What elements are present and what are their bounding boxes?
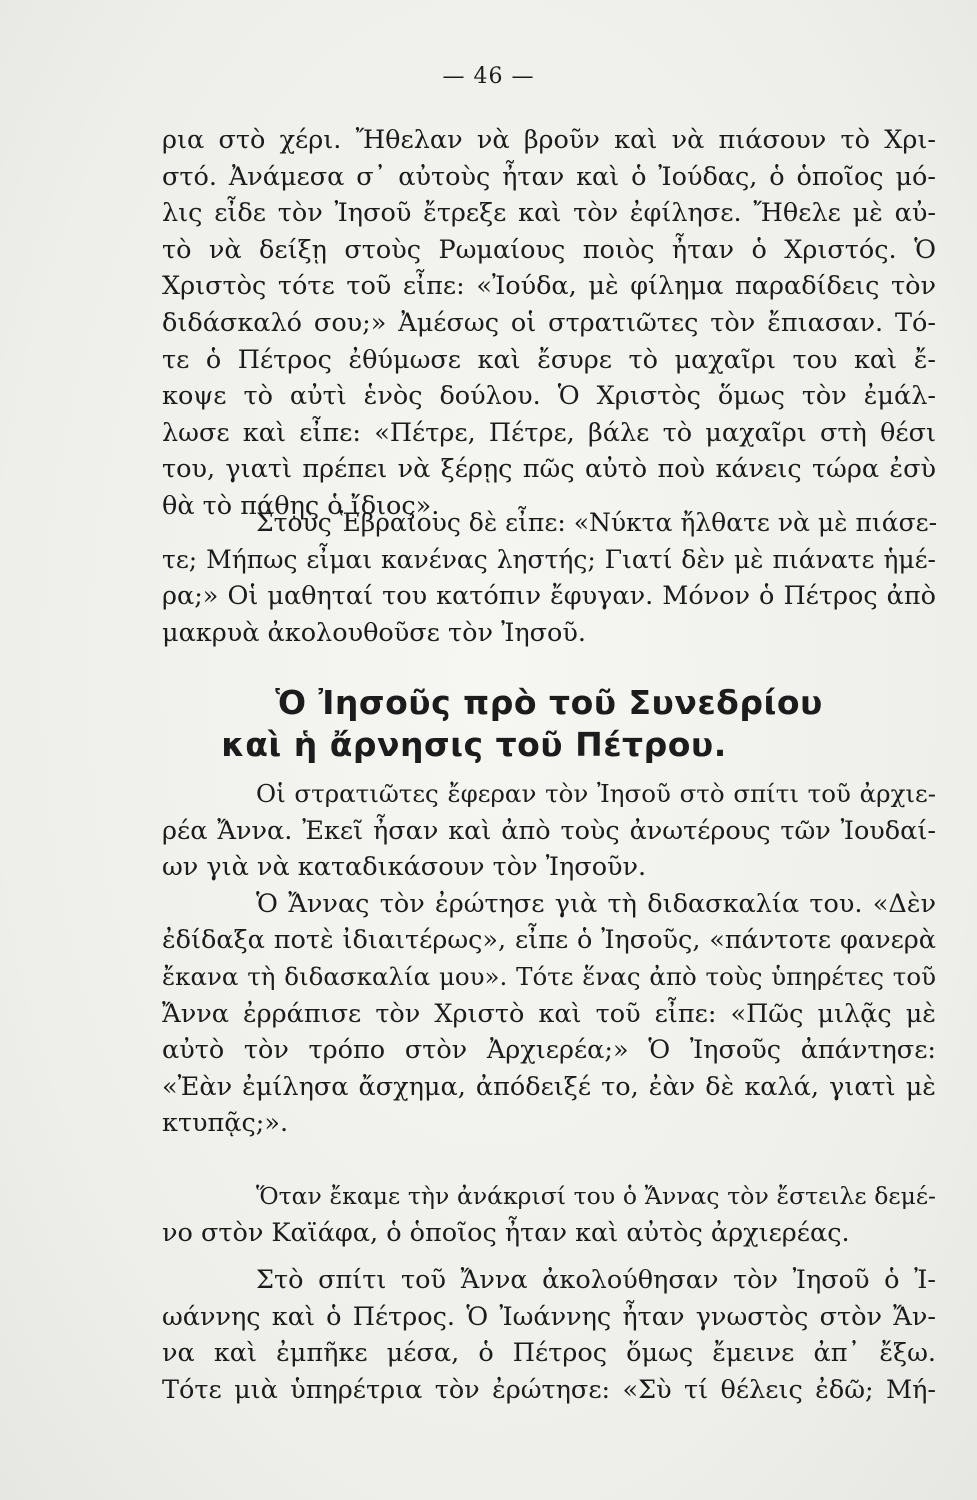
text-line: στό. Ἀνάμεσα σ᾽ αὐτοὺς ἦταν καὶ ὁ Ἰούδας, ὁ ὁποῖος μό- <box>162 161 936 192</box>
text-line: τὸ νὰ δείξῃ στοὺς Ρωμαίους ποιὸς ἦταν ὁ Χριστός. Ὁ <box>162 234 936 265</box>
text-line: κτυπᾷς;». <box>162 1108 289 1139</box>
page-number: — 46 — <box>442 64 535 89</box>
text-line: ωάννης καὶ ὁ Πέτρος. Ὁ Ἰωάννης ἦταν γνωστὸς στὸν Ἄν- <box>162 1301 936 1332</box>
text-line: να καὶ ἐμπῆκε μέσα, ὁ Πέτρος ὅμως ἔμεινε ἀπ᾽ ἔξω. <box>162 1338 936 1369</box>
text-line: θὰ τὸ πάθῃς ὁ ἴδιος». <box>162 490 440 521</box>
text-line: Ἄννα ἐρράπισε τὸν Χριστὸ καὶ τοῦ εἶπε: «Πῶς μιλᾷς μὲ <box>162 998 936 1029</box>
heading-line: καὶ ἡ ἄρνησις τοῦ Πέτρου. <box>221 725 727 764</box>
paragraph-annas <box>162 776 936 1142</box>
text-line: του, γιατὶ πρέπει νὰ ξέρῃς πῶς αὐτὸ ποὺ κάνεις τώρα ἐσὺ <box>162 454 936 485</box>
text-line: μακρυὰ ἀκολουθοῦσε τὸν Ἰησοῦ. <box>162 617 586 648</box>
text-line: ρια στὸ χέρι. Ἤθελαν νὰ βροῦν καὶ νὰ πιάσουν τὸ Χρι- <box>162 125 936 155</box>
paragraph-hebrews <box>162 505 936 651</box>
text-line: Τότε μιὰ ὑπηρέτρια τὸν ἐρώτησε: «Σὺ τί θέλεις ἐδῶ; Μή- <box>162 1374 936 1405</box>
text-line: λωσε καὶ εἶπε: «Πέτρε, Πέτρε, βάλε τὸ μαχαῖρι στὴ θέσι <box>162 417 936 448</box>
text-line: Οἱ στρατιῶτες ἔφεραν τὸν Ἰησοῦ στὸ σπίτι τοῦ ἀρχιε- <box>256 779 936 808</box>
text-line: ρα;» Οἱ μαθηταί του κατόπιν ἔφυγαν. Μόνον ὁ Πέτρος ἀπὸ <box>162 581 936 612</box>
text-line: ἐδίδαξα ποτὲ ἰδιαιτέρως», εἶπε ὁ Ἰησοῦς, «πάντοτε φανερὰ <box>162 925 936 956</box>
text-line: Στὸ σπίτι τοῦ Ἄννα ἀκολούθησαν τὸν Ἰησοῦ ὁ Ἰ- <box>256 1265 936 1295</box>
text-line: ων γιὰ νὰ καταδικάσουν τὸν Ἰησοῦν. <box>162 852 647 883</box>
text-line: Χριστὸς τότε τοῦ εἶπε: «Ἰούδα, μὲ φίλημα παραδίδεις τὸν <box>162 271 936 302</box>
text-line: Ὁ Ἄννας τὸν ἐρώτησε γιὰ τὴ διδασκαλία του. «Δὲν <box>256 888 936 919</box>
text-line: κοψε τὸ αὐτὶ ἑνὸς δούλου. Ὁ Χριστὸς ὅμως τὸν ἐμάλ- <box>162 381 936 412</box>
paragraph-caiaphas <box>162 1178 936 1251</box>
text-line: Ὅταν ἔκαμε τὴν ἀνάκρισί του ὁ Ἄννας τὸν ἔστειλε δεμέ- <box>256 1182 936 1210</box>
text-line: τε; Μήπως εἶμαι κανένας ληστής; Γιατί δὲν μὲ πιάνατε ἡμέ- <box>162 544 936 574</box>
paragraph-arrest <box>162 122 936 525</box>
text-line: διδάσκαλό σου;» Ἀμέσως οἱ στρατιῶτες τὸν ἔπιασαν. Τό- <box>162 307 936 338</box>
text-line: λις εἶδε τὸν Ἰησοῦ ἔτρεξε καὶ τὸν ἐφίλησε. Ἤθελε μὲ αὐ- <box>162 198 936 229</box>
section-heading <box>162 682 936 766</box>
text-line: «Ἐὰν ἐμίλησα ἄσχημα, ἀπόδειξέ το, ἐὰν δὲ καλά, γιατὶ μὲ <box>162 1071 936 1102</box>
text-line: αὐτὸ τὸν τρόπο στὸν Ἀρχιερέα;» Ὁ Ἰησοῦς ἀπάντησε: <box>162 1035 936 1066</box>
text-line: ρέα Ἄννα. Ἐκεῖ ἦσαν καὶ ἀπὸ τοὺς ἀνωτέρους τῶν Ἰουδαί- <box>162 815 936 846</box>
text-line: ἔκανα τὴ διδασκαλία μου». Τότε ἕνας ἀπὸ τοὺς ὑπηρέτες τοῦ <box>162 961 936 991</box>
paragraph-servant <box>162 1262 936 1408</box>
text-line: νο στὸν Καϊάφα, ὁ ὁποῖος ἦταν καὶ αὐτὸς ἀρχιερέας. <box>162 1217 850 1248</box>
heading-line: Ὁ Ἰησοῦς πρὸ τοῦ Συνεδρίου <box>275 683 823 722</box>
text-line: Στοὺς Ἑβραίους δὲ εἶπε: «Νύκτα ἤλθατε νὰ μὲ πιάσε- <box>256 508 938 537</box>
text-line: τε ὁ Πέτρος ἐθύμωσε καὶ ἔσυρε τὸ μαχαῖρι του καὶ ἔ- <box>162 344 936 375</box>
